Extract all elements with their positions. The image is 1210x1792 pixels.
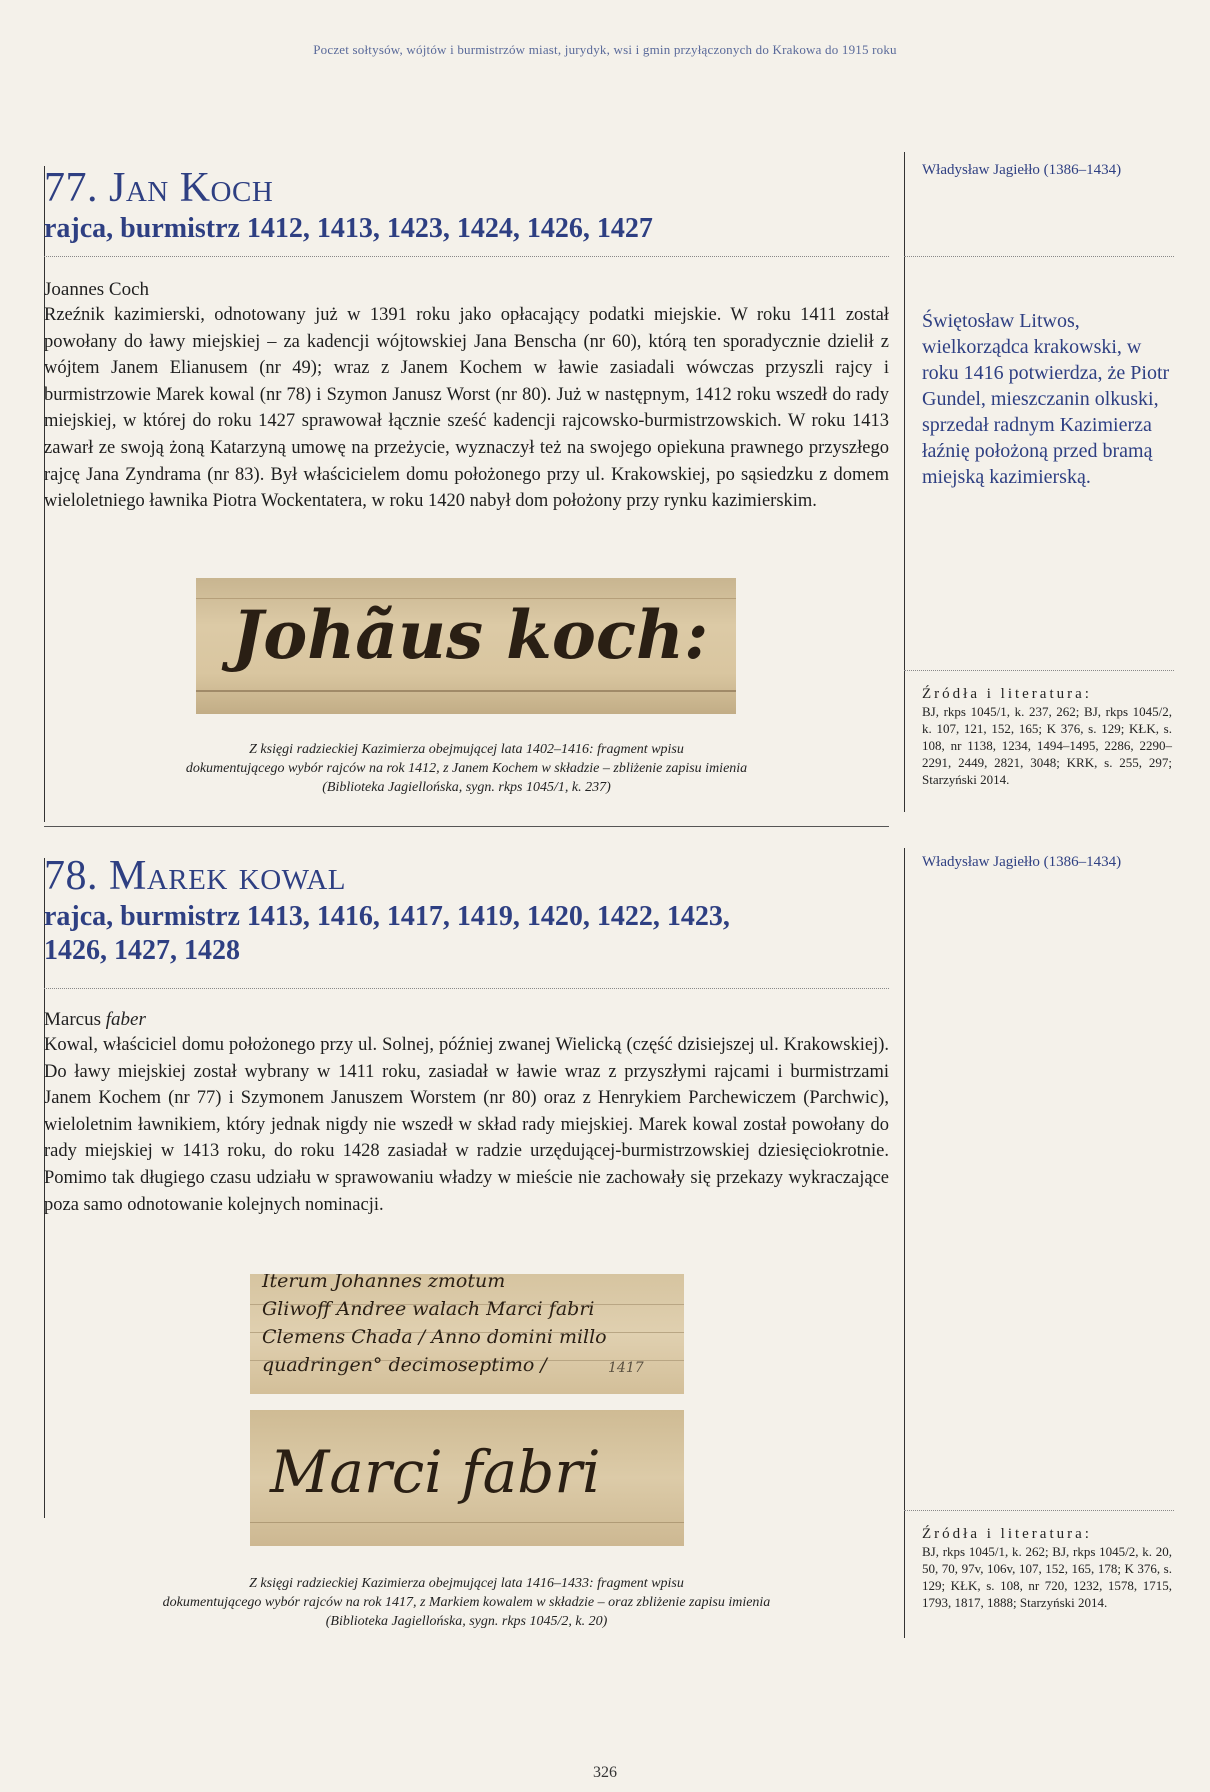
entry78-heading bbox=[44, 852, 889, 968]
entry78-latin-name bbox=[44, 1008, 889, 1032]
entry77-title: 77. Jan Koch bbox=[44, 165, 274, 211]
entry77-scan-text: Johãus koch: bbox=[232, 596, 709, 674]
entry77-sources-text: BJ, rkps 1045/1, k. 237, 262; BJ, rkps 1045/2, k. 107, 121, 152, 165; K 376, s. 129; KŁK, s. 108, nr 1138, 1234, 1494–1495, 2286, 2290–2291, 2449, 2821, 3048; KRK, s. 255, 297; Starzyński 2014. bbox=[922, 704, 1172, 787]
entry78-scan1-line-1: Iterum Johannes zmotum bbox=[262, 1274, 506, 1292]
entry77-latin-name: Joannes Coch bbox=[44, 279, 150, 300]
entry78-scan1-line-4: quadringen° decimoseptimo / bbox=[262, 1354, 547, 1376]
entry78-sources-head: Źródła i literatura: bbox=[922, 1526, 1092, 1542]
entry-separator bbox=[44, 826, 889, 827]
entry77-text: Rzeźnik kazimierski, odnotowany już w 1391 roku jako opłacający podatki miejskie. W roku 1411 został powołany do ławy miejskiej – za kadencji wójtowskiej Jana Benscha (nr 60), którą ten sporadycznie dzielił z wójtem Janem Elianusem (nr 49); wraz z Janem Kochem w ławie zasiadali wówczas przyszli rajcy i burmistrzowie Marek kowal (nr 78) i Szymon Janusz Worst (nr 80). Już w następnym, 1412 roku wszedł do rady miejskiej, w której do roku 1427 sprawował łącznie sześć kadencji rajcowsko-burmistrzowskich. W roku 1413 zawarł ze swoją żoną Katarzyną umowę na przeżycie, wyznaczył też na swojego opiekuna prawnego przyszłego rajcę Jana Zyndrama (nr 83). Był właścicielem domu położonego przy ul. Krakowskiej, po sąsiedzku z domem wieloletniego ławnika Piotra Wockentatera, w roku 1420 nabył dom położony przy rynku kazimierskim. bbox=[44, 305, 889, 512]
entry77-reign-text: Władysław Jagiełło (1386–1434) bbox=[922, 162, 1122, 178]
entry78-sources bbox=[922, 1526, 1172, 1611]
entry78-caption-line-1: Z księgi radzieckiej Kazimierza obejmującej lata 1416–1433: fragment wpisu bbox=[249, 1576, 684, 1591]
entry78-text: Kowal, właściciel domu położonego przy ul. Solnej, później zwanej Wielicką (część dzisiejszej ul. Krakowskiej). Do ławy miejskiej został wybrany w 1411 roku, zasiadał w ławie wraz z przyszłymi rajcami i burmistrzami Janem Kochem (nr 77) i Szymonem Januszem Worstem (nr 80) oraz z Henrykiem Parchewiczem (Parchwic), wieloletnim ławnikiem, który jednak nigdy nie wszedł w skład rady miejskiej. Marek kowal został powołany do rady miejskiej w 1413 roku, do roku 1428 zasiadał w radzie urzędującej-burmistrzowskiej dziesięciokrotnie. Pomimo tak długiego czasu udziału w sprawowaniu władzy w mieście nie zachowały się przekazy wykraczające poza samo odnotowanie kolejnych nominacji. bbox=[44, 1035, 889, 1215]
entry78-subtitle-line-1: rajca, burmistrz 1413, 1416, 1417, 1419, 1420, 1422, 1423, bbox=[44, 901, 730, 932]
entry78-scan1-line-3: Clemens Chada / Anno domini millo bbox=[262, 1326, 607, 1348]
entry78-subtitle-line-2: 1426, 1427, 1428 bbox=[44, 935, 240, 966]
entry77-side-note-text: Świętosław Litwos, wielkorządca krakowski, w roku 1416 potwierdza, że Piotr Gundel, mieszczanin olkuski, sprzedał radnym Kazimierza łaźnię położoną przed bramą miejską kazimierską. bbox=[922, 310, 1170, 488]
entry77-caption bbox=[44, 740, 889, 797]
entry77-caption-line-3: (Biblioteka Jagiellońska, sygn. rkps 1045/1, k. 237) bbox=[322, 780, 611, 795]
page-number: 326 bbox=[593, 1764, 617, 1781]
entry77-body bbox=[44, 278, 889, 515]
entry78-reign bbox=[922, 854, 1192, 871]
entry78-latin-first: Marcus bbox=[44, 1009, 101, 1030]
entry77-subtitle: rajca, burmistrz 1412, 1413, 1423, 1424, 1426, 1427 bbox=[44, 213, 653, 244]
entry78-sources-divider bbox=[904, 1510, 1174, 1511]
entry78-caption-line-3: (Biblioteka Jagiellońska, sygn. rkps 1045/2, k. 20) bbox=[325, 1614, 608, 1629]
entry78-manuscript-scan-1 bbox=[250, 1274, 684, 1394]
entry78-scan2-text: Marci fabri bbox=[270, 1438, 601, 1506]
entry77-caption-line-2: dokumentującego wybór rajców na rok 1412, z Janem Kochem w składzie – zbliżenie zapisu imienia bbox=[185, 761, 748, 776]
entry77-sources-divider bbox=[904, 670, 1174, 671]
entry77-caption-line-1: Z księgi radzieckiej Kazimierza obejmującej lata 1402–1416: fragment wpisu bbox=[249, 742, 684, 757]
entry78-divider bbox=[44, 988, 889, 989]
entry78-scan1-line-2: Gliwoff Andree walach Marci fabri bbox=[262, 1298, 595, 1320]
entry77-reign bbox=[922, 162, 1192, 179]
entry78-manuscript-scan-2 bbox=[250, 1410, 684, 1546]
running-head: Poczet sołtysów, wójtów i burmistrzów miast, jurydyk, wsi i gmin przyłączonych do Krakowa do 1915 roku bbox=[313, 42, 897, 57]
entry78-caption-line-2: dokumentującego wybór rajców na rok 1417, z Markiem kowalem w składzie – oraz zbliżenie zapisu imienia bbox=[162, 1595, 771, 1610]
entry77-heading bbox=[44, 164, 889, 246]
entry77-side-rule bbox=[904, 152, 905, 812]
entry78-side-rule bbox=[904, 848, 905, 1638]
entry77-sources bbox=[922, 686, 1172, 788]
entry77-divider bbox=[44, 256, 889, 257]
entry78-caption bbox=[44, 1574, 889, 1631]
entry78-sources-text: BJ, rkps 1045/1, k. 262; BJ, rkps 1045/2, k. 20, 50, 70, 97v, 106v, 107, 152, 165, 178; K 376, s. 129; KŁK, s. 108, nr 720, 1232, 1578, 1715, 1793, 1817, 1888; Starzyński 2014. bbox=[922, 1544, 1172, 1610]
entry77-sources-head: Źródła i literatura: bbox=[922, 686, 1092, 702]
entry77-side-divider bbox=[904, 256, 1174, 257]
entry77-manuscript-scan bbox=[196, 578, 736, 714]
entry78-reign-text: Władysław Jagiełło (1386–1434) bbox=[922, 854, 1122, 870]
entry77-side-note bbox=[922, 308, 1172, 490]
entry78-title: 78. Marek kowal bbox=[44, 853, 346, 899]
entry78-scan1-note: 1417 bbox=[608, 1360, 644, 1376]
entry78-latin-italic: faber bbox=[105, 1009, 146, 1030]
entry78-body bbox=[44, 1008, 889, 1218]
